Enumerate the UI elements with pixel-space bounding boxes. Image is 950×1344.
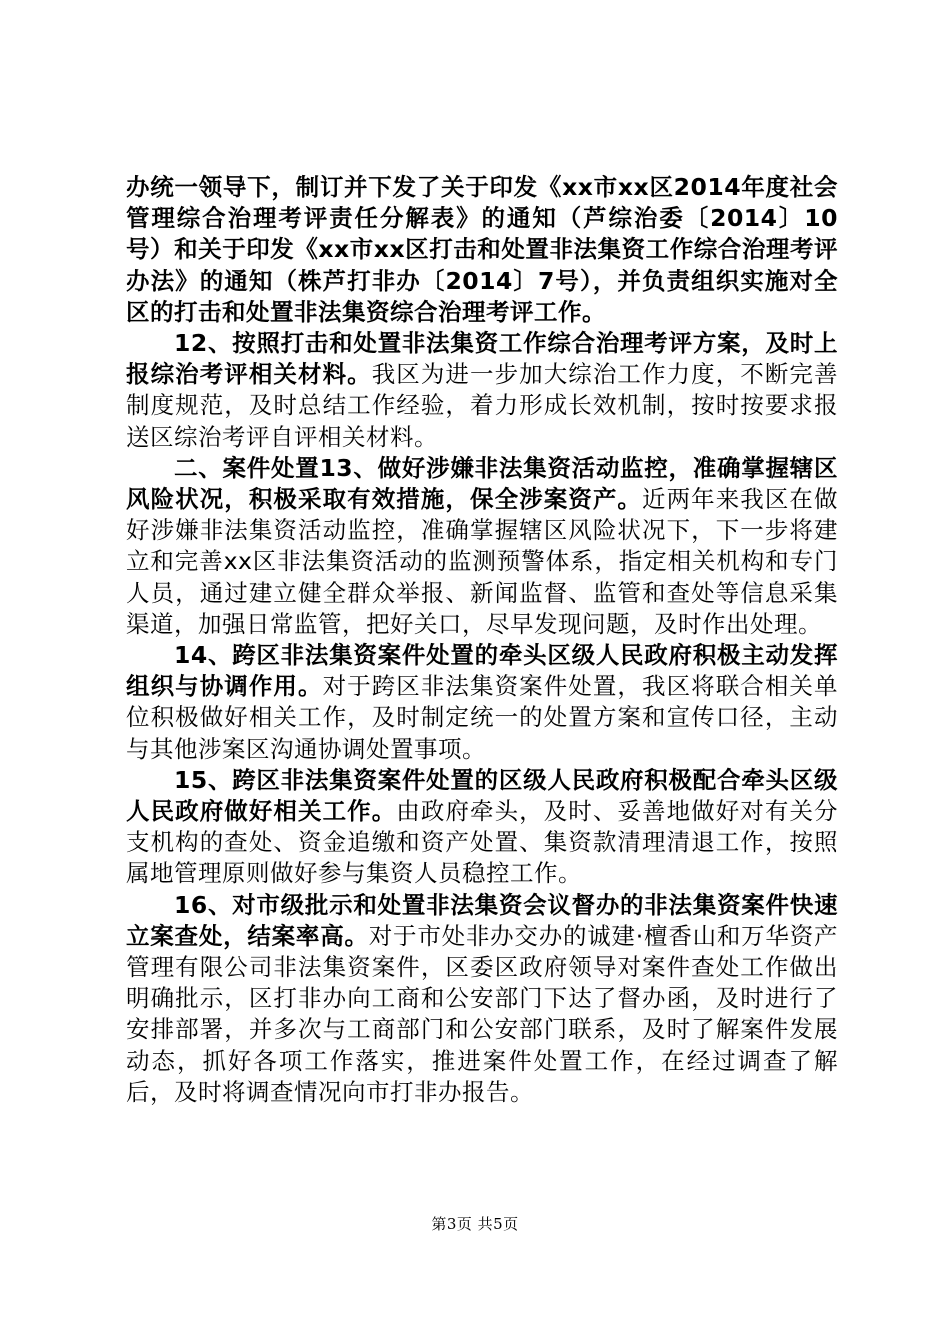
paragraph-4-text: 对于跨区非法集资案件处置，我区将联合相关单位积极做好相关工作，及时制定统一的处置方案和宣传口径，主动与其他涉案区沟通协调处置事项。	[126, 672, 839, 763]
paragraph-5	[126, 765, 838, 890]
paragraph-3-heading: 二、案件处置13、做好涉嫌非法集资活动监控，准确掌握辖区风险状况，积极采取有效措施，保全涉案资产。	[126, 453, 838, 514]
paragraph-3	[126, 453, 838, 640]
paragraph-6-heading: 16、对市级批示和处置非法集资会议督办的非法集资案件快速立案查处，结案率高。	[126, 890, 838, 950]
paragraph-1	[126, 172, 838, 328]
paragraph-4-heading: 14、跨区非法集资案件处置的牵头区级人民政府积极主动发挥组织与协调作用。	[126, 641, 838, 701]
paragraph-2-heading: 12、按照打击和处置非法集资工作综合治理考评方案，及时上报综治考评相关材料。	[126, 329, 838, 389]
paragraph-2-text: 我区为进一步加大综治工作力度，不断完善制度规范，及时总结工作经验，着力形成长效机制，按时按要求报送区综治考评自评相关材料。	[126, 360, 839, 451]
paragraph-6	[126, 890, 838, 1108]
page-number-footer: 第3页 共5页	[431, 1215, 519, 1233]
paragraph-4	[126, 640, 838, 765]
paragraph-5-text: 由政府牵头，及时、妥善地做好对有关分支机构的查处、资金追缴和资产处置、集资款清理清退工作，按照属地管理原则做好参与集资人员稳控工作。	[126, 797, 839, 888]
paragraph-5-heading: 15、跨区非法集资案件处置的区级人民政府积极配合牵头区级人民政府做好相关工作。	[126, 765, 838, 826]
paragraph-6-text: 对于市处非办交办的诚建·檀香山和万华资产管理有限公司非法集资案件，区委区政府领导对案件查处工作做出明确批示，区打非办向工商和公安部门下达了督办函，及时进行了安排部署，并多次与工商部门和公安部门联系，及时了解案件发展动态，抓好各项工作落实，推进案件处置工作，在经过调查了解后，及时将调查情况向市打非办报告。	[126, 921, 838, 1106]
paragraph-2	[126, 328, 838, 453]
document-body	[126, 172, 838, 1108]
paragraph-3-text: 近两年来我区在做好涉嫌非法集资活动监控，准确掌握辖区风险状况下，下一步将建立和完善xx区非法集资活动的监测预警体系，指定相关机构和专门人员，通过建立健全群众举报、新闻监督、监管和查处等信息采集渠道，加强日常监管，把好关口，尽早发现问题，及时作出处理。	[126, 485, 838, 638]
paragraph-1-bold: 办统一领导下，制订并下发了关于印发《xx市xx区2014年度社会管理综合治理考评责任分解表》的通知（芦综治委〔2014〕10号）和关于印发《xx市xx区打击和处置非法集资工作综合治理考评办法》的通知（株芦打非办〔2014〕7号），并负责组织实施对全区的打击和处置非法集资综合治理考评工作。	[126, 173, 838, 326]
